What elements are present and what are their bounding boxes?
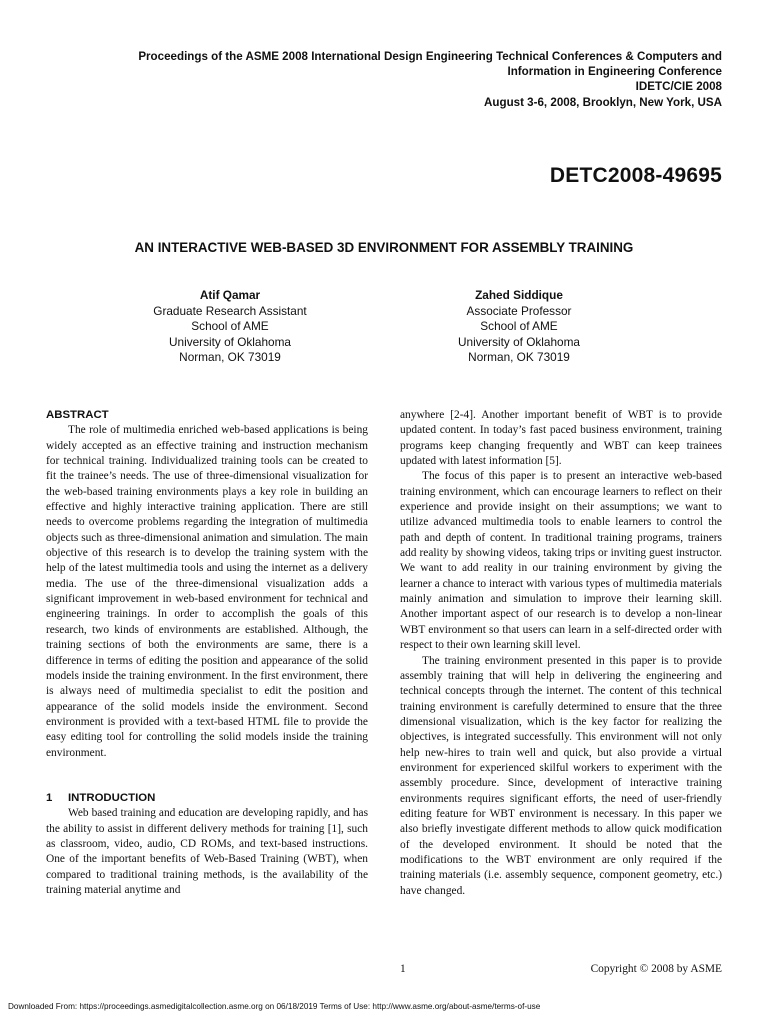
section-number: 1 [46,791,53,804]
author-dept: School of AME [191,319,269,334]
left-column [46,408,368,898]
header-line-4: August 3-6, 2008, Brooklyn, New York, USA [484,95,722,109]
section-title: INTRODUCTION [68,791,156,804]
header-line-3: IDETC/CIE 2008 [635,80,722,94]
copyright-notice: Copyright © 2008 by ASME [590,963,722,975]
abstract-text: The role of multimedia enriched web-based applications is being widely accepted as an effective training and instruction mechanism for technical training. Individualized training tools can be created to fit the trainee’s needs. The use of three-dimensional visualization for the web-based training environments plays a key role in building an effective and highly interactive training application. There are still needs to overcome problems regarding the integration of multimedia objects such as three-dimensional animation and simulation. The main objective of this research is to develop the training system with the help of the latest multimedia tools and using the internet as a delivery media. The use of the three-dimensional visualization adds a significant improvement in web-based environment for technical and engineering trainings. In order to accomplish the goals of this research, two kinds of environments are established. Although, the training sections of both the environments are same, there is a difference in terms of editing the position and appearance of the solid models inside the training environment. In the first environment, there is always need of multimedia specialist to edit the position and appearance of the solid models inside the environment. Second environment is provided with a text-based HTML file to provide the easy editing tool for controlling the solid models inside the training environment. [46,424,368,759]
author-name: Zahed Siddique [475,288,563,302]
introduction-heading [46,791,368,806]
paragraph: The focus of this paper is to present an interactive web-based training environment, which can encourage learners to reflect on their experience and provide insight on their assumptions; we want to utilize advanced multimedia tools to enable learners to control the path and depth of content. In traditional training programs, trainers add reality by showing videos, taking trips or inviting guest instructor. We want to add reality in our training environment by giving the learner a chance to interact with various types of multimedia materials mainly animation and simulation to improve their learning skill. Another important aspect of our research is to develop a non-linear WBT environment so that users can learn in a self-directed order with respect to their own learning skill level. [400,470,722,652]
page-number: 1 [400,963,406,975]
author-position: Associate Professor [466,304,572,319]
author-dept: School of AME [480,319,558,334]
paragraph: The training environment presented in this paper is to provide assembly training that will help in delivering the engineering and technical concepts through the internet. The content of this technical training environment is carefully determined to ensure that the three dimensional visualization, which is the key factor for realizing the objectives, is integrated successfully. This environment will not only help new-hires to train well and quick, but also provide a virtual environment for experienced skilful workers to experiment with the assembly procedure. Since, development of interactive training environments requires significant efforts, the need of user-friendly editing feature for WBT environment is necessary. In this paper we also briefly investigate different methods to allow quick modification of the developed environment. It should be noted that the modifications to the WBT environment are only required if the training materials (i.e. assembly sequence, component geometry, etc.) have changed. [400,654,722,897]
header-line-2: Information in Engineering Conference [507,65,722,79]
proceedings-header [62,49,722,110]
author-position: Graduate Research Assistant [153,304,307,319]
paper-id: DETC2008-49695 [549,164,722,187]
author-university: University of Oklahoma [169,334,291,349]
introduction-text: Web based training and education are developing rapidly, and has the ability to assist in different delivery methods for training [1], such as classroom, video, audio, CD ROMs, and text-based instructions. One of the important benefits of Web-Based Training (WBT), when compared to traditional training methods, is the availability of the training material anytime and [46,807,368,896]
header-line-1: Proceedings of the ASME 2008 International Design Engineering Technical Conferences & Computers and [138,50,722,63]
section-gap [46,761,368,791]
abstract-heading: ABSTRACT [46,409,109,421]
download-notice: Downloaded From: https://proceedings.asmedigitalcollection.asme.org on 06/18/2019 Terms of Use: http://www.asme.org/about-asme/terms-of-use [8,1002,541,1011]
right-column [400,408,722,899]
author-city: Norman, OK 73019 [179,349,281,364]
author-city: Norman, OK 73019 [468,349,570,364]
paper-title: AN INTERACTIVE WEB-BASED 3D ENVIRONMENT FOR ASSEMBLY TRAINING [134,240,634,255]
author-block-2 [389,288,649,365]
author-block-1 [100,288,360,365]
author-university: University of Oklahoma [458,334,580,349]
author-name: Atif Qamar [199,288,261,302]
paragraph: anywhere [2-4]. Another important benefit of WBT is to provide updated content. In today’s fast paced business environment, training programs keep changing frequently and WBT can keep trainees updated with latest information [5]. [400,409,722,468]
